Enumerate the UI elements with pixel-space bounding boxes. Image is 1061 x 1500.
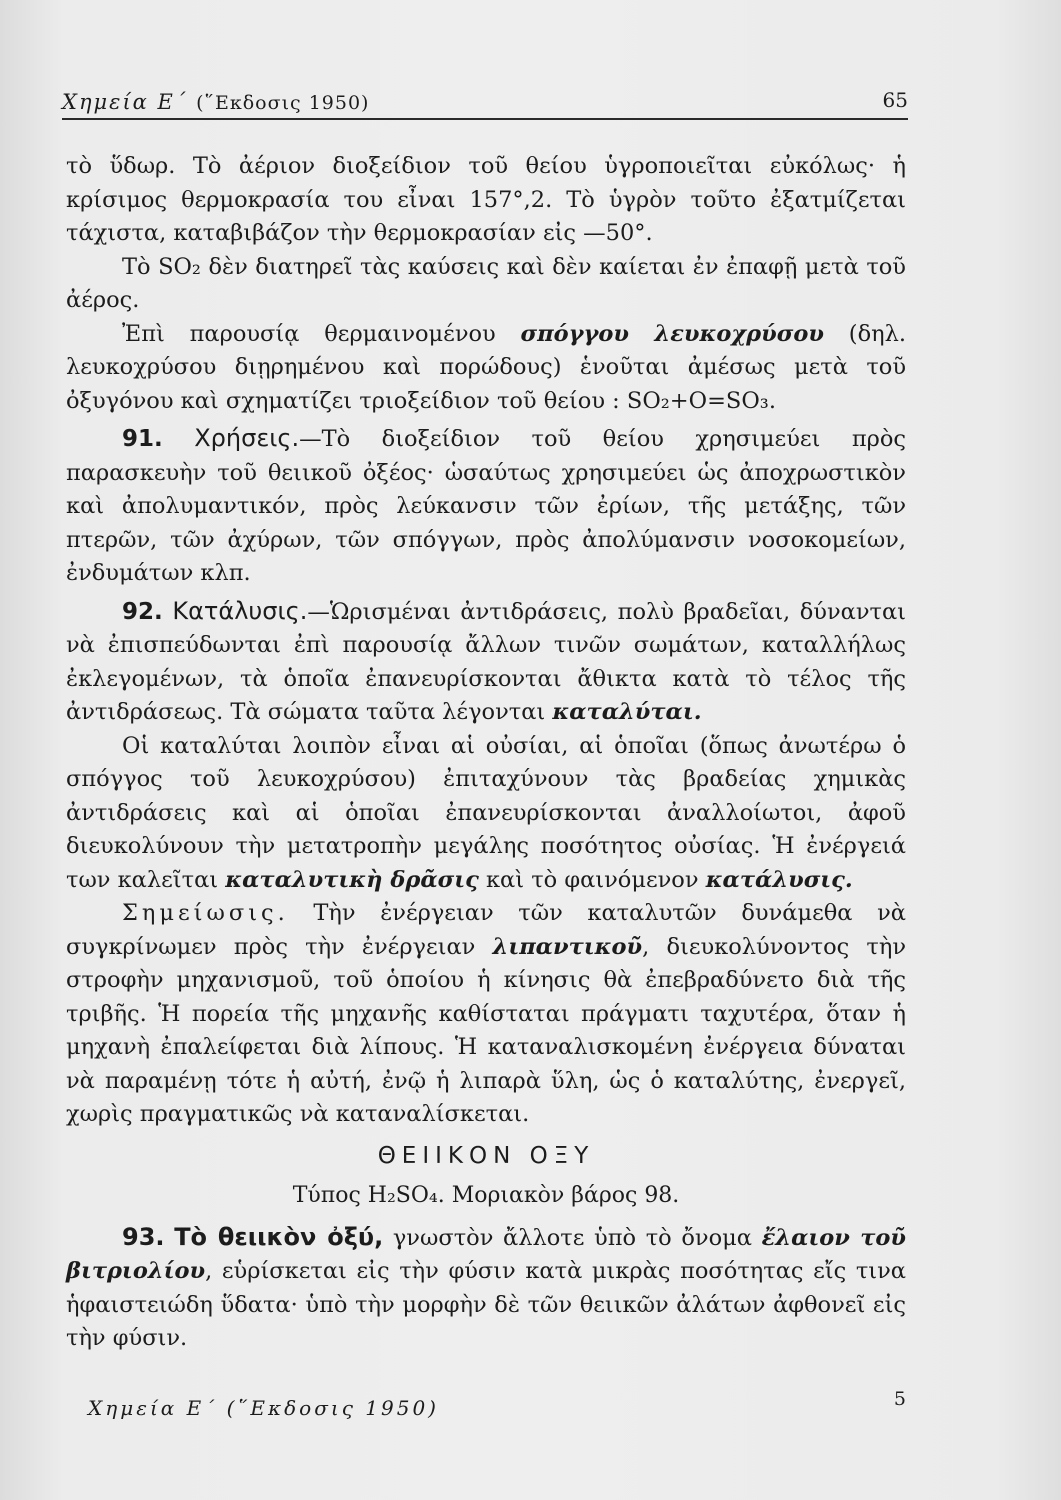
- paragraph-3-rest: (δηλ. λευκοχρύσου διῃρημένου καὶ πορώδους) ἑνοῦται ἀμέσως μετὰ τοῦ ὀξυγόνου καὶ σχηματίζει τριοξείδιον τοῦ θείου :: [66, 320, 907, 414]
- molar-mass: Μοριακὸν βάρος 98.: [444, 1183, 680, 1208]
- section-92-paragraph-2: [66, 730, 906, 898]
- section-91-title: Χρήσεις.: [194, 424, 300, 452]
- paragraph-1: τὸ ὕδωρ. Τὸ ἀέριον διοξείδιον τοῦ θείου ὑγροποιεῖται εὐκόλως· ἡ κρίσιμος θερμοκρασία του εἶναι 157°,2. Τὸ ὑγρὸν τοῦτο ἐξατμίζεται τάχιστα, καταβιβάζον τὴν θερμοκρασίαν εἰς —50°.: [66, 153, 906, 246]
- section-92-number: 92.: [122, 598, 163, 625]
- section-93: [66, 1221, 906, 1356]
- term-catalysts: καταλύται.: [552, 699, 702, 725]
- reaction-formula: SO₂+O=SO₃.: [626, 387, 776, 414]
- catalysts-definition: Οἱ καταλύται λοιπὸν εἶναι αἱ οὐσίαι, αἱ ὁποῖαι (ὅπως ἀνωτέρω ὁ σπόγγος τοῦ λευκοχρύσου) ἐπιταχύνουν τὰς βραδείας χημικὰς ἀντιδράσεις καὶ αἱ ὁποῖαι ἐπανευρίσκονται ἀναλλοίωτοι, ἀφοῦ διευκολύνουν τὴν μετατροπὴν μεγάλης ποσότητος οὐσίας. Ἡ ἐνέργειά των καλεῖται: [66, 732, 906, 893]
- section-93-number: 93.: [122, 1222, 165, 1251]
- body-text: [66, 150, 906, 1356]
- note-text-2: , διευκολύνοντος τὴν στροφὴν μηχανισμοῦ, τοῦ ὁποίου ἡ κίνησις θὰ ἐπεβραδύνετο διὰ τῆς τριβῆς. Ἡ πορεία τῆς μηχανῆς καθίσταται πράγματι ταχυτέρα, ὅταν ἡ μηχανὴ ἐπαλείφεται διὰ λίπους. Ἡ καταναλισκομένη ἐνέργεια δύναται νὰ παραμένῃ τότε ἡ αὐτή, ἐνῷ ἡ λιπαρὰ ὕλη, ὡς ὁ καταλύτης, ἐνεργεῖ, χωρὶς πραγματικῶς νὰ καταναλίσκεται.: [66, 933, 907, 1127]
- section-93-text-2: , εὑρίσκεται εἰς τὴν φύσιν κατὰ μικρὰς ποσότητας εἴς τινα ἡφαιστειώδη ὕδατα· ὑπὸ τὴν μορφὴν δὲ τῶν θειικῶν ἀλάτων ἀφθονεῖ εἰς τὴν φύσιν.: [66, 1258, 906, 1351]
- term-lubricant: λιπαντικοῦ: [492, 933, 643, 960]
- formula-line: [66, 1179, 906, 1213]
- note-paragraph: [66, 897, 906, 1132]
- section-92-title: Κατάλυσις.: [172, 596, 308, 625]
- running-head-title: [62, 90, 369, 114]
- section-93-title: Τὸ θειικὸν ὀξύ,: [174, 1222, 384, 1251]
- section-92: [66, 595, 906, 730]
- paragraph-3: [66, 318, 906, 419]
- paragraph-2: Τὸ SO₂ δὲν διατηρεῖ τὰς καύσεις καὶ δὲν καίεται ἐν ἐπαφῇ μετὰ τοῦ ἀέρος.: [66, 253, 906, 313]
- term-catalysis: κατάλυσις.: [705, 866, 853, 893]
- edition-label: (῞Εκδοσις 1950): [196, 92, 370, 114]
- section-91-number: 91.: [122, 426, 163, 452]
- section-91: [66, 422, 906, 591]
- footer-signature: Χημεία Ε΄ (῞Εκδοσις 1950): [88, 1396, 439, 1420]
- formula-prefix: Τύπος: [292, 1183, 368, 1208]
- footer: [88, 1388, 906, 1426]
- sulfuric-acid-heading: ΘΕΙΙΚΟΝ ΟΞΥ: [377, 1142, 595, 1169]
- term-oil-of-vitriol: ἔλαιον τοῦ βιτριολίου: [66, 1224, 906, 1284]
- running-head: [62, 86, 908, 120]
- paragraph-3-start: Ἐπὶ παρουσίᾳ θερμαινομένου: [122, 320, 521, 347]
- page-number: 65: [882, 88, 908, 112]
- section-92-text: —Ὡρισμέναι ἀντιδράσεις, πολὺ βραδεῖαι, δύνανται νὰ ἐπισπεύδωνται ἐπὶ παρουσίᾳ ἄλλων τινῶν σωμάτων, καταλλήλως ἐκλεγομένων, τὰ ὁποῖα ἐπανευρίσκονται ἄθικτα κατὰ τὸ τέλος τῆς ἀντιδράσεως. Τὰ σώματα ταῦτα λέγονται: [66, 598, 907, 725]
- note-text-1: Τὴν ἐνέργειαν τῶν καταλυτῶν δυνάμεθα νὰ συγκρίνωμεν πρὸς τὴν ἐνέργειαν: [66, 900, 906, 960]
- catalysts-mid: καὶ τὸ φαινόμενον: [478, 866, 706, 893]
- note-label: Σημείωσις.: [122, 900, 289, 926]
- section-93-text-1: γνωστὸν ἄλλοτε ὑπὸ τὸ ὄνομα: [383, 1224, 762, 1251]
- term-catalytic-action: καταλυτικὴ δρᾶσις: [225, 866, 479, 893]
- section-91-text: —Τὸ διοξείδιον τοῦ θείου χρησιμεύει πρὸς παρασκευὴν τοῦ θειικοῦ ὀξέος· ὡσαύτως χρησιμεύει ὡς ἀποχρωστικὸν καὶ ἀπολυμαντικόν, πρὸς λεύκανσιν τῶν ἐρίων, τῆς μετάξης, τῶν πτερῶν, τῶν ἀχύρων, τῶν σπόγγων, πρὸς ἀπολύμανσιν νοσοκομείων, ἐνδυμάτων κλπ.: [66, 426, 907, 586]
- term-platinum-sponge: σπόγγου λευκοχρύσου: [520, 320, 824, 347]
- book-title: Χημεία Ε΄: [62, 90, 188, 114]
- sheet-number: 5: [893, 1388, 906, 1410]
- sulfuric-formula: H₂SO₄.: [367, 1183, 445, 1208]
